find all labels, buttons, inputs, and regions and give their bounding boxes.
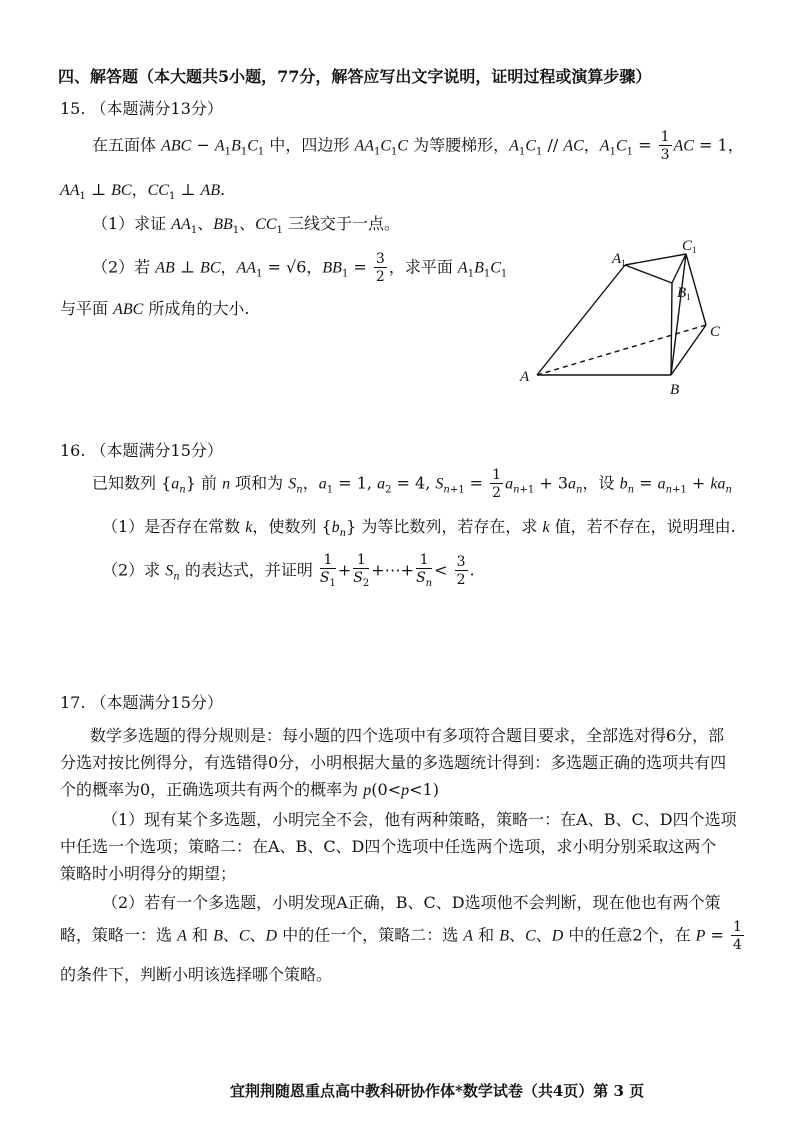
- q17-part-2-line-3: 的条件下，判断小明该选择哪个策略。: [60, 965, 333, 984]
- page-footer: 宜荆荆随恩重点高中教科研协作体*数学试卷（共4页）第 3 页: [230, 1082, 645, 1100]
- label-c: C: [710, 324, 721, 340]
- q15-line-2: $AA_1$ ⊥ BC，$CC_1$ ⊥ AB.: [60, 180, 226, 202]
- label-a1: $A_1$: [612, 251, 626, 268]
- section-heading: 四、解答题（本大题共5小题，77分，解答应写出文字说明，证明过程或演算步骤）: [58, 67, 652, 86]
- edge-a1-b1: [625, 265, 672, 283]
- q17-line-2: 分选对按比例得分，有选错得0分，小明根据大量的多选题统计得到：多选题正确的选项共有四: [60, 753, 727, 772]
- q16-header: 16. （本题满分15分）: [60, 441, 223, 460]
- q17-line-3: 个的概率为0，正确选项共有两个的概率为 p(0<p<1): [60, 780, 439, 799]
- q17-part-1-line-3: 策略时小明得分的期望；: [60, 864, 237, 883]
- q16-part-1: （1）是否存在常数 k，使数列 $\{b_n\}$ 为等比数列，若存在，求 k 值，若不存在，说明理由.: [102, 517, 736, 539]
- q15-part-2: （2）若 AB ⊥ BC，$AA_1 = √6$，$BB_1$ = $\frac{3}{2}$ ，求平面 $A_1B_1C_1$: [92, 251, 508, 285]
- edge-b1-b: [671, 283, 672, 375]
- label-c1: $C_1$: [682, 238, 697, 255]
- q17-part-1-line-1: （1）现有某个多选题，小明完全不会，他有两种策略，策略一：在A、B、C、D四个选项: [102, 810, 737, 829]
- label-b1: $B_1$: [677, 285, 691, 302]
- q17-header: 17. （本题满分15分）: [60, 693, 223, 712]
- label-b: B: [670, 382, 680, 398]
- edge-a1-c1: [625, 254, 686, 265]
- q17-part-1-line-2: 中任选一个选项；策略二：在A、B、C、D四个选项中任选两个选项，求小明分别采取这两个: [60, 837, 717, 856]
- edge-a-c-hidden: [537, 325, 706, 375]
- q16-line-1: 已知数列 $\{a_n\}$ 前 n 项和为 $S_n$，$a_1 = 1$, $a_2 = 4$, $S_{n+1}$ = $\frac{1}{2}$ $a_{n+1} + 3a_n$，设 $b_n = a_{n+1} + ka_n$: [92, 467, 732, 501]
- q16-part-2: （2）求 $S_n$ 的表达式，并证明 $\frac{1}{S_1}$ + $\frac{1}{S_2}$ +⋯+ $\frac{1}{S_n}$ < $\frac{3}{2}$ .: [102, 552, 475, 589]
- q17-line-1: 数学多选题的得分规则是：每小题的四个选项中有多项符合题目要求，全部选对得6分，部: [90, 726, 725, 745]
- q15-figure: [510, 230, 740, 405]
- q15-line-1: 在五面体 ABC − $A_1B_1C_1$ 中，四边形 $AA_1C_1C$ 为等腰梯形，$A_1C_1$ // AC，$A_1C_1$ = $\frac{1}{3}$ AC = 1，: [92, 129, 744, 163]
- edge-a1-a: [537, 265, 625, 375]
- q15-line-5: 与平面 ABC 所成角的大小.: [60, 299, 250, 318]
- label-a: A: [520, 369, 530, 385]
- edge-c1-c: [686, 254, 706, 325]
- q17-part-2-line-1: （2）若有一个多选题，小明发现A正确，B、C、D选项他不会判断，现在他也有两个策: [102, 893, 721, 912]
- q17-part-2-line-2: 略，策略一：选 A 和 B、C、D 中的任一个，策略二：选 A 和 B、C、D 中的任意2个，在 P = $\frac{1}{4}$: [60, 919, 742, 953]
- q15-header: 15. （本题满分13分）: [60, 99, 223, 118]
- q15-part-1: （1）求证 $AA_1$、$BB_1$、$CC_1$ 三线交于一点。: [92, 214, 400, 236]
